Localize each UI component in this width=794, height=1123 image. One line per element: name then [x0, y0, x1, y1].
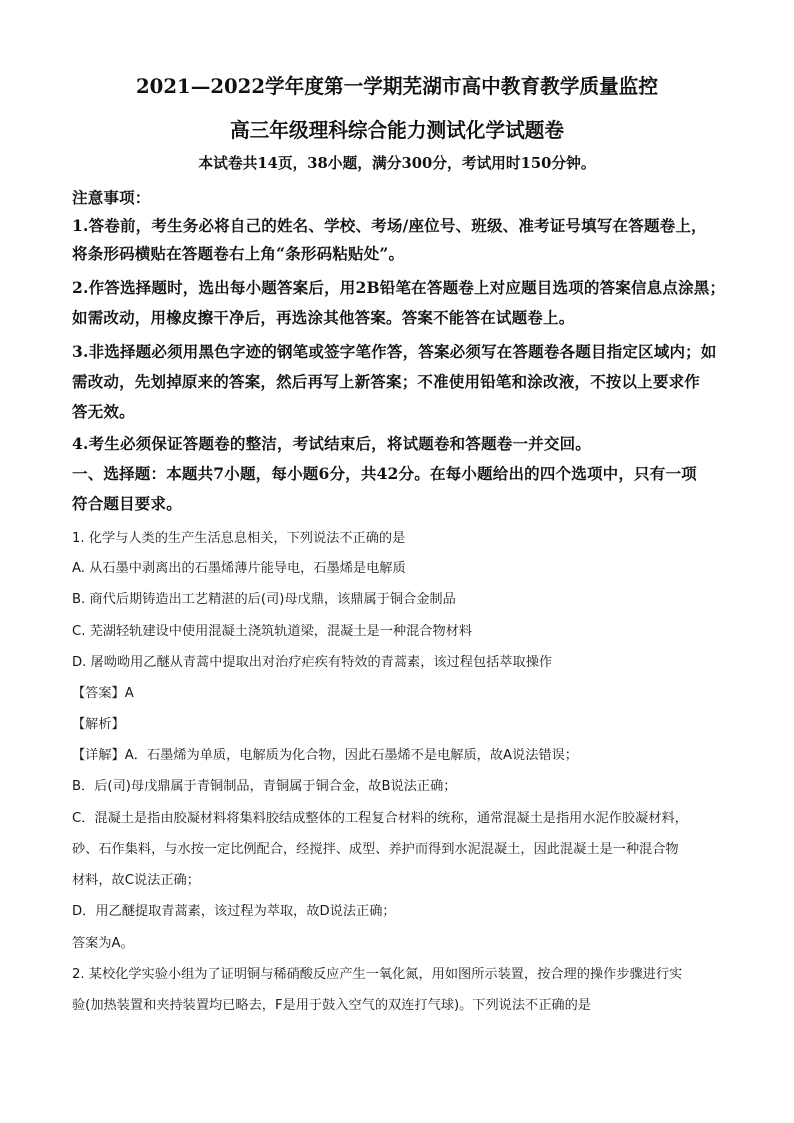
note-3-line-2: 需改动，先划掉原来的答案，然后再写上新答案；不准使用铅笔和涂改液，不按以上要求作	[72, 372, 701, 391]
question-1-detail-line-5: 材料，故C说法正确；	[72, 873, 200, 888]
question-1-option-a: A. 从石墨中剥离出的石墨烯薄片能导电，石墨烯是电解质	[72, 561, 406, 576]
question-1-option-b: B. 商代后期铸造出工艺精湛的后(司)母戊鼎，该鼎属于铜合金制品	[72, 592, 456, 607]
question-1-detail-line-4: 砂、石作集料，与水按一定比例配合，经搅拌、成型、养护而得到水泥混凝土，因此混凝土是一种混合物	[72, 842, 679, 857]
note-3-line-3: 答无效。	[72, 402, 135, 421]
question-1-option-d: D. 屠呦呦用乙醚从青蒿中提取出对治疗疟疾有特效的青蒿素，该过程包括萃取操作	[72, 655, 553, 670]
exam-title: 2021—2022学年度第一学期芜湖市高中教育教学质量监控	[136, 74, 658, 98]
question-1-detail-line-2: B．后(司)母戊鼎属于青铜制品，青铜属于铜合金，故B说法正确；	[72, 779, 457, 794]
question-1-detail-line-6: D．用乙醚提取青蒿素，该过程为萃取，故D说法正确；	[72, 904, 396, 919]
note-2-line-2: 如需改动，用橡皮擦干净后，再选涂其他答案。答案不能答在试题卷上。	[72, 308, 575, 327]
notes-heading: 注意事项：	[72, 188, 151, 207]
section-heading-line-1: 一、选择题：本题共7小题，每小题6分，共42分。在每小题给出的四个选项中，只有一项	[72, 464, 697, 483]
question-1-stem: 1. 化学与人类的生产生活息息相关，下列说法不正确的是	[72, 531, 406, 546]
question-2-stem-line-2: 验(加热装置和夹持装置均已略去，F是用于鼓入空气的双连打气球)。下列说法不正确的是	[72, 998, 591, 1013]
exam-subtitle: 高三年级理科综合能力测试化学试题卷	[229, 118, 565, 142]
question-1-option-c: C. 芜湖轻轨建设中使用混凝土浇筑轨道梁，混凝土是一种混合物材料	[72, 624, 473, 639]
note-4-line-1: 4.考生必须保证答题卷的整洁，考试结束后，将试题卷和答题卷一并交回。	[72, 434, 591, 453]
question-1-detail-line-7: 答案为A。	[72, 936, 134, 951]
question-2-stem-line-1: 2. 某校化学实验小组为了证明铜与稀硝酸反应产生一氧化氮，用如图所示装置，按合理的操作步骤进行实	[72, 967, 683, 982]
exam-info: 本试卷共14页，38小题，满分300分，考试用时150分钟。	[198, 154, 596, 172]
note-2-line-1: 2.作答选择题时，选出每小题答案后，用2B铅笔在答题卷上对应题目选项的答案信息点涂黑；	[72, 278, 726, 297]
note-1-line-2: 将条形码横贴在答题卷右上角“条形码粘贴处”。	[72, 244, 405, 263]
question-1-analysis-heading: 【解析】	[72, 717, 125, 732]
section-heading-line-2: 符合题目要求。	[72, 494, 182, 513]
note-3-line-1: 3.非选择题必须用黑色字迹的钢笔或签字笔作答，答案必须写在答题卷各题目指定区域内；如	[72, 342, 717, 361]
question-1-detail-line-3: C．混凝土是指由胶凝材料将集料胶结成整体的工程复合材料的统称，通常混凝土是指用水泥作胶凝材料，	[72, 811, 688, 826]
question-1-answer: 【答案】A	[72, 686, 134, 701]
note-1-line-1: 1.答卷前，考生务必将自己的姓名、学校、考场/座位号、班级、准考证号填写在答题卷上，	[72, 216, 707, 235]
question-1-detail-line-1: 【详解】A．石墨烯为单质，电解质为化合物，因此石墨烯不是电解质，故A说法错误；	[72, 748, 578, 763]
